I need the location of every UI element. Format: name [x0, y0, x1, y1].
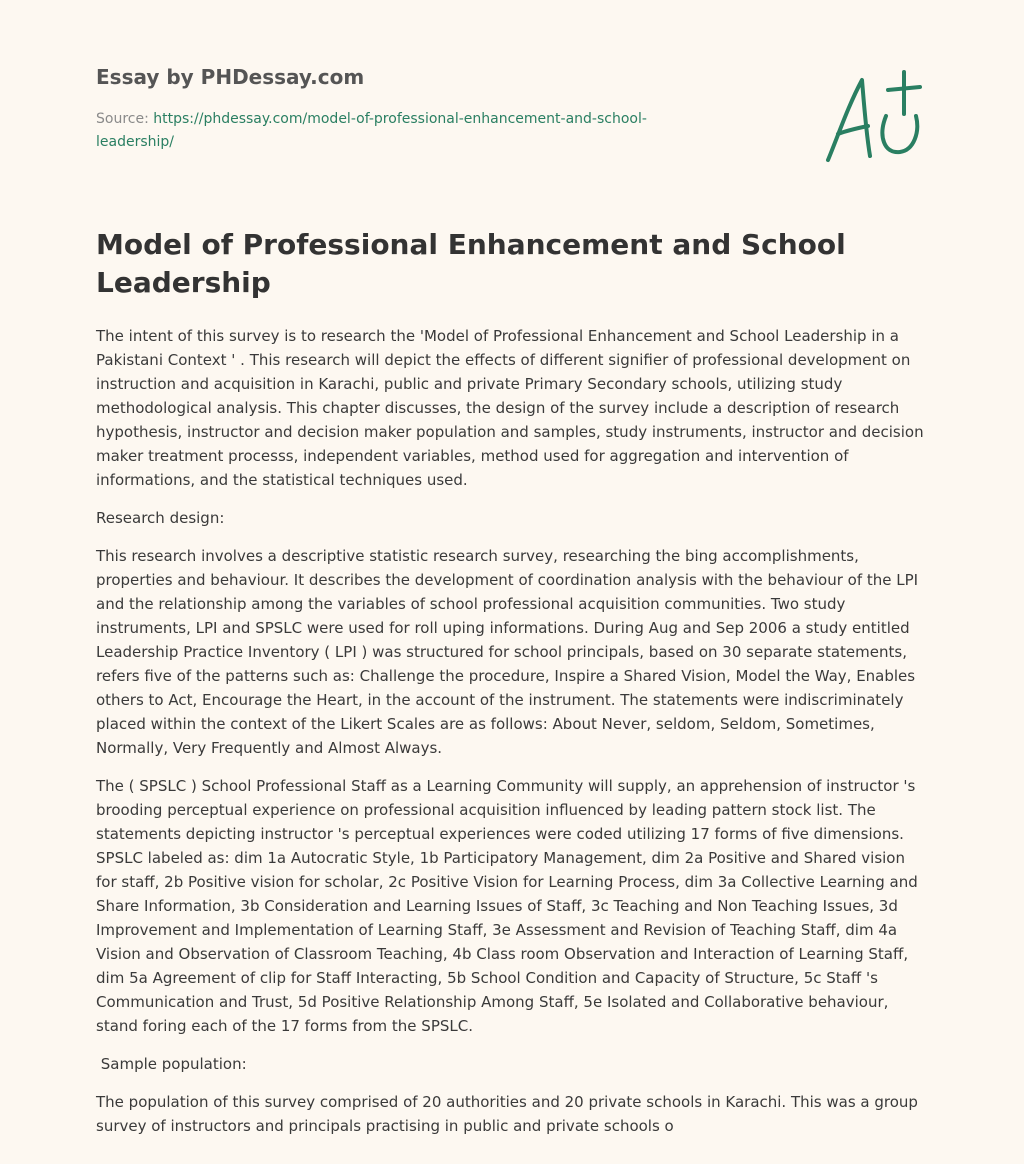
source-link[interactable]	[96, 111, 647, 150]
section-heading-sample-population: Sample population:	[96, 1055, 247, 1073]
paragraph-research-design: This research involves a descriptive statistic research survey, researching the bing accomplishments, properties and behaviour. It describes the development of coordination analysis with the behaviour of the LPI and the relationship among the variables of school professional acquisition communities. Two study instruments, LPI and SPSLC were used for roll uping informations. During Aug and Sep 2006 a study entitled Leadership Practice Inventory ( LPI ) was structured for school principals, based on 30 separate statements, refers five of the patterns such as: Challenge the procedure, Inspire a Shared Vision, Model the Way, Enables others to Act, Encourage the Heart, in the account of the instrument. The statements were indiscriminately placed within the context of the Likert Scales are as follows: About Never, seldom, Seldom, Sometimes, Normally, Very Frequently and Almost Always.	[96, 547, 919, 757]
essay-title: Model of Professional Enhancement and School Leadership	[96, 228, 846, 299]
paragraph-spslc: The ( SPSLC ) School Professional Staff as a Learning Community will supply, an apprehension of instructor 's brooding perceptual experience on professional acquisition influenced by leading pattern stock list. The statements depicting instructor 's perceptual experiences were coded utilizing 17 forms of five dimensions. SPSLC labeled as: dim 1a Autocratic Style, 1b Participatory Management, dim 2a Positive and Shared vision for staff, 2b Positive vision for scholar, 2c Positive Vision for Learning Process, dim 3a Collective Learning and Share Information, 3b Consideration and Learning Issues of Staff, 3c Teaching and Non Teaching Issues, 3d Improvement and Implementation of Learning Staff, 3e Assessment and Revision of Teaching Staff, dim 4a Vision and Observation of Classroom Teaching, 4b Class room Observation and Interaction of Learning Staff, dim 5a Agreement of clip for Staff Interacting, 5b School Condition and Capacity of Structure, 5c Staff 's Communication and Trust, 5d Positive Relationship Among Staff, 5e Isolated and Collaborative behaviour, stand foring each of the 17 forms from the SPSLC.	[96, 777, 918, 1035]
source-link-line2: leadership/	[96, 134, 174, 150]
essay-body	[96, 324, 930, 1152]
source-label: Source:	[96, 111, 149, 127]
paragraph-intro: The intent of this survey is to research the 'Model of Professional Enhancement and School Leadership in a Pakistani Context ' . This research will depict the effects of different signifier of professional development on instruction and acquisition in Karachi, public and private Primary Secondary schools, utilizing study methodological analysis. This chapter discusses, the design of the survey include a description of research hypothesis, instructor and decision maker population and samples, study instruments, instructor and decision maker treatment processs, independent variables, method used for aggregation and intervention of informations, and the statistical techniques used.	[96, 327, 924, 489]
source-line	[96, 108, 736, 154]
a-plus-grade-icon	[820, 68, 930, 168]
source-link-line1: https://phdessay.com/model-of-professional-enhancement-and-school-	[153, 111, 647, 127]
site-brand: Essay by PHDessay.com	[96, 65, 365, 89]
paragraph-sample-population: The population of this survey comprised of 20 authorities and 20 private schools in Karachi. This was a group survey of instructors and principals practising in public and private schools o	[96, 1093, 918, 1135]
section-heading-research-design: Research design:	[96, 509, 225, 527]
essay-header	[96, 62, 736, 154]
